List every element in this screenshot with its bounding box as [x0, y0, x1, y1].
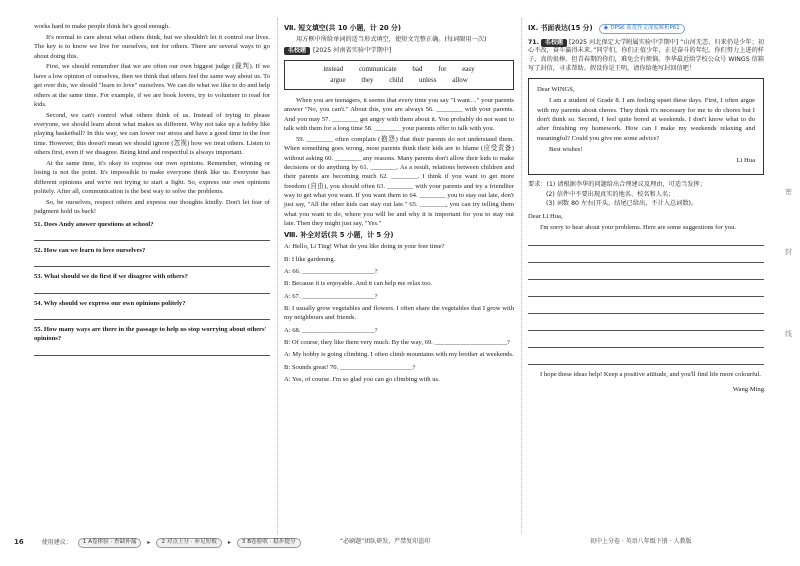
ai-analysis-badge[interactable] [599, 24, 685, 34]
writing-prompt [528, 39, 764, 74]
writing-line[interactable] [528, 353, 764, 365]
writing-line[interactable] [528, 234, 764, 246]
writing-line[interactable] [528, 336, 764, 348]
word: allow [452, 75, 468, 84]
dialog [284, 242, 514, 384]
question-53: 53. What should we do first if we disagree with others? [34, 273, 188, 281]
column-divider [521, 18, 522, 534]
binding-mark: 封 [785, 248, 792, 256]
letter-greeting: Dear WINGS, [537, 85, 575, 93]
reading-column [34, 22, 270, 361]
writing-line[interactable] [528, 319, 764, 331]
question-51: 51. Does Andy answer questions at school? [34, 220, 154, 228]
question-55: 55. How many ways are there in the passage to help us stop worrying about others' opinions? [34, 326, 267, 343]
answer-line-55[interactable] [34, 344, 270, 356]
footer-left [14, 538, 303, 548]
answer-line-53[interactable] [34, 282, 270, 294]
famous-school-badge: 名校题 [284, 47, 310, 56]
letter-closing: Best wishes! [549, 145, 583, 153]
cloze-paragraph: 59. ________ often complain (抱怨) that their parents do not understand them. When something goes wrong, most parents think their kids are to blame (应受责备) without asking 60. ________ any reasons. Many parents don't allow their kids to make decisions or do anything by 61. ________. As a result, relations between children and their parents are becoming much 62. ________. I think if you want to get more freedom (自由), you should often 63. ________ with your parents and try a friendlier way to get what you want. If you want them to 64. ________ you to stay out late, don't just say, "All the other kids can stay out late." 65. ________, you can try telling them what you want to do, where you will be and why it is important for you to stay out late. Then they might just say, "Yes." [284, 135, 514, 228]
word: child [389, 75, 404, 84]
column-divider [277, 18, 278, 534]
requirement: (2) 信件中不要出现真实的地名、校名和人名； [546, 190, 675, 198]
arrow-icon: ▸ [227, 538, 231, 546]
question-52: 52. How can we learn to love ourselves? [34, 247, 146, 255]
word: easy [462, 64, 475, 73]
passage-paragraph: So, be ourselves, respect others and express our thoughts kindly. Don't let fear of judgment hold us back! [34, 198, 270, 216]
word: they [361, 75, 374, 84]
answer-line-51[interactable] [34, 229, 270, 241]
reply-end: I hope these ideas help! Keep a positive attitude, and you'll find life more colourful. [540, 370, 761, 378]
passage-paragraph: works hard to make people think he's good enough. [34, 23, 170, 30]
passage-paragraph: At the same time, it's okay to express our own opinions. Remember, winning or losing is not the point. It's impossible to make everyone think like us. Everyone has different opinions and we're not trying to start a fight. So, express our own opinions politely. After all, communication is the best way to solve the problems. [34, 160, 270, 196]
footer-middle: “必刷题”团队研发，严禁复印盗印 [340, 538, 431, 545]
dialog-blank-69[interactable]: B: Of course, they like them very much. By the way, 69. ______________________? [284, 339, 510, 347]
reply-signature: Wang Ming [732, 386, 764, 394]
writing-column [528, 22, 764, 396]
reply-start: I'm sorry to hear about your problems. Here are some suggestions for you. [540, 223, 737, 231]
source-line [284, 47, 391, 56]
word: communicate [358, 64, 397, 73]
ai-badge-label: DPSK 蓝优作文深度解析P61 [610, 24, 680, 31]
dialog-line: B: I usually grow vegetables and flowers. I often share the vegetables that I grow with my neighbours and friends. [284, 304, 514, 322]
word: argue [330, 75, 346, 84]
section7-instruction: 用方框中所给单词的适当形式填空，使短文完整正确。(每词限用一次) [296, 35, 487, 43]
answer-line-52[interactable] [34, 255, 270, 267]
dialog-line: A: My hobby is going climbing. I often climb mountains with my brother at weekends. [284, 351, 514, 359]
usage-suggestion-label: 使用建议： [41, 538, 72, 546]
dialog-line: A: Hello, Li Ting! What do you like doing in your free time? [284, 243, 445, 251]
passage-paragraph: Second, we can't control what others think of us. Instead of trying to please everyone, we should learn about what makes us different. Why not take up a hobby like playing basketball? In this way, we can lower our stress and have a good time in the free time. However, this doesn't mean we should ignore (忽视) how we treat others. Listen to others first, even if we disagree. Being kind and respectful is always important. [34, 111, 270, 157]
letter-body: I am a student of Grade 8. I am feeling upset these days. First, I often argue with my parents about chores. They think it's necessary for me to do chores but I don't think so. Second, I feel quite bored at weekends. I don't know what to do after finishing my homework. How can I make my weekends relaxing and meaningful? Could you give me some advice? [537, 97, 755, 142]
word-box [284, 60, 514, 90]
letter-signature: Li Hua [736, 157, 755, 165]
writing-area[interactable] [528, 234, 764, 365]
page-number: 16 [14, 538, 24, 546]
writing-line[interactable] [528, 285, 764, 297]
binding-mark: 密 [785, 188, 792, 196]
dialog-line: B: I like gardening. [284, 255, 336, 263]
word: bad [412, 64, 423, 73]
word: unless [418, 75, 437, 84]
requirement: (3) 词数 80 左右(开头、结尾已给出，不计入总词数)。 [546, 200, 698, 208]
section9-title: Ⅸ. 书面表达(15 分) [528, 24, 593, 32]
prompt-text: [2025 河北保定大学附属实验中学期中] “山河无恙，归来仍是少年；初心不改，奋斗赢得未来。”同学们，你们正值少年，正是奋斗的年纪。你们努力上进的样子，真的很棒。但青春期的你们，难免会有烦恼。李华最近给学校公众号 WINGS 信箱写了封信，寻求帮助。假设你是王明，请你给他写封回信吧！ [528, 38, 765, 73]
dialog-line: B: Because it is enjoyable. And it can help me relax too. [284, 280, 433, 288]
dialog-blank-66[interactable]: A: 66. ______________________? [284, 267, 378, 275]
answer-line-54[interactable] [34, 308, 270, 320]
writing-line[interactable] [528, 302, 764, 314]
question-number: 71. [528, 38, 539, 46]
reply-greeting: Dear Li Hua, [528, 213, 563, 221]
cloze-paragraph: When you are teenagers, it seems that every time you say "I want…" your parents answer "No, you can't." About this, you are always 56. ________ with your parents. And you may 57. ________ get angry with them about it. You probably do not want to talk with them for a long time 58. ________ your parents offer to talk with you. [284, 96, 514, 133]
step-tag: 3 B卷验收 · 稳步提分 [237, 538, 301, 548]
dialog-blank-70[interactable]: B: Sounds great! 70. ______________________? [284, 363, 416, 371]
section9-header [528, 22, 764, 36]
word: for [438, 64, 447, 73]
arrow-icon: ▸ [147, 538, 151, 546]
section7-title: Ⅶ. 短文填空(共 10 小题，计 20 分) [284, 24, 401, 32]
word-row [293, 75, 505, 86]
ai-icon: ◉ [603, 24, 609, 31]
step-tag: 2 对点上分 · 补足短板 [156, 538, 221, 548]
word: instead [323, 64, 344, 73]
footer-right: 初中上分卷 · 英语八年级下册 · 人教版 [590, 538, 692, 545]
question-54: 54. Why should we express our own opinions politely? [34, 299, 186, 307]
fill-in-column [284, 22, 514, 387]
dialog-blank-67[interactable]: A: 67. ______________________? [284, 292, 378, 300]
passage-paragraph: First, we should remember that we are often our own biggest judge (裁判). If we have a low opinion of ourselves, then we think that others feel the same way about us. To get over this, we should "learn to love" ourselves. We can do what we like to do and help others at the same time. For example, if we are book lovers, try to volunteer to read for kids. [34, 63, 270, 108]
source-text: [2025 河南省实验中学期中] [313, 46, 392, 54]
requirement: 要求：(1) 请根据李华的问题给出合理建议及理由，可适当发挥； [528, 180, 706, 188]
dialog-blank-68[interactable]: A: 68. ______________________? [284, 326, 378, 334]
section8-title: Ⅷ. 补全对话(共 5 小题，计 5 分) [284, 230, 394, 239]
famous-school-badge: 名校题 [541, 39, 567, 48]
word-row [293, 64, 505, 75]
passage-paragraph: It's normal to care about what others think, but we shouldn't let it control our lives. The key is to know we live for ourselves, not for others. There are several ways to go about doing this. [34, 33, 270, 60]
letter-box [528, 78, 764, 175]
dialog-line: A: Yes, of course. I'm so glad you can go climbing with us. [284, 376, 440, 384]
step-tag: 1 A卷体验 · 查缺补漏 [78, 538, 142, 548]
binding-mark: 线 [785, 330, 792, 338]
writing-line[interactable] [528, 268, 764, 280]
writing-line[interactable] [528, 251, 764, 263]
